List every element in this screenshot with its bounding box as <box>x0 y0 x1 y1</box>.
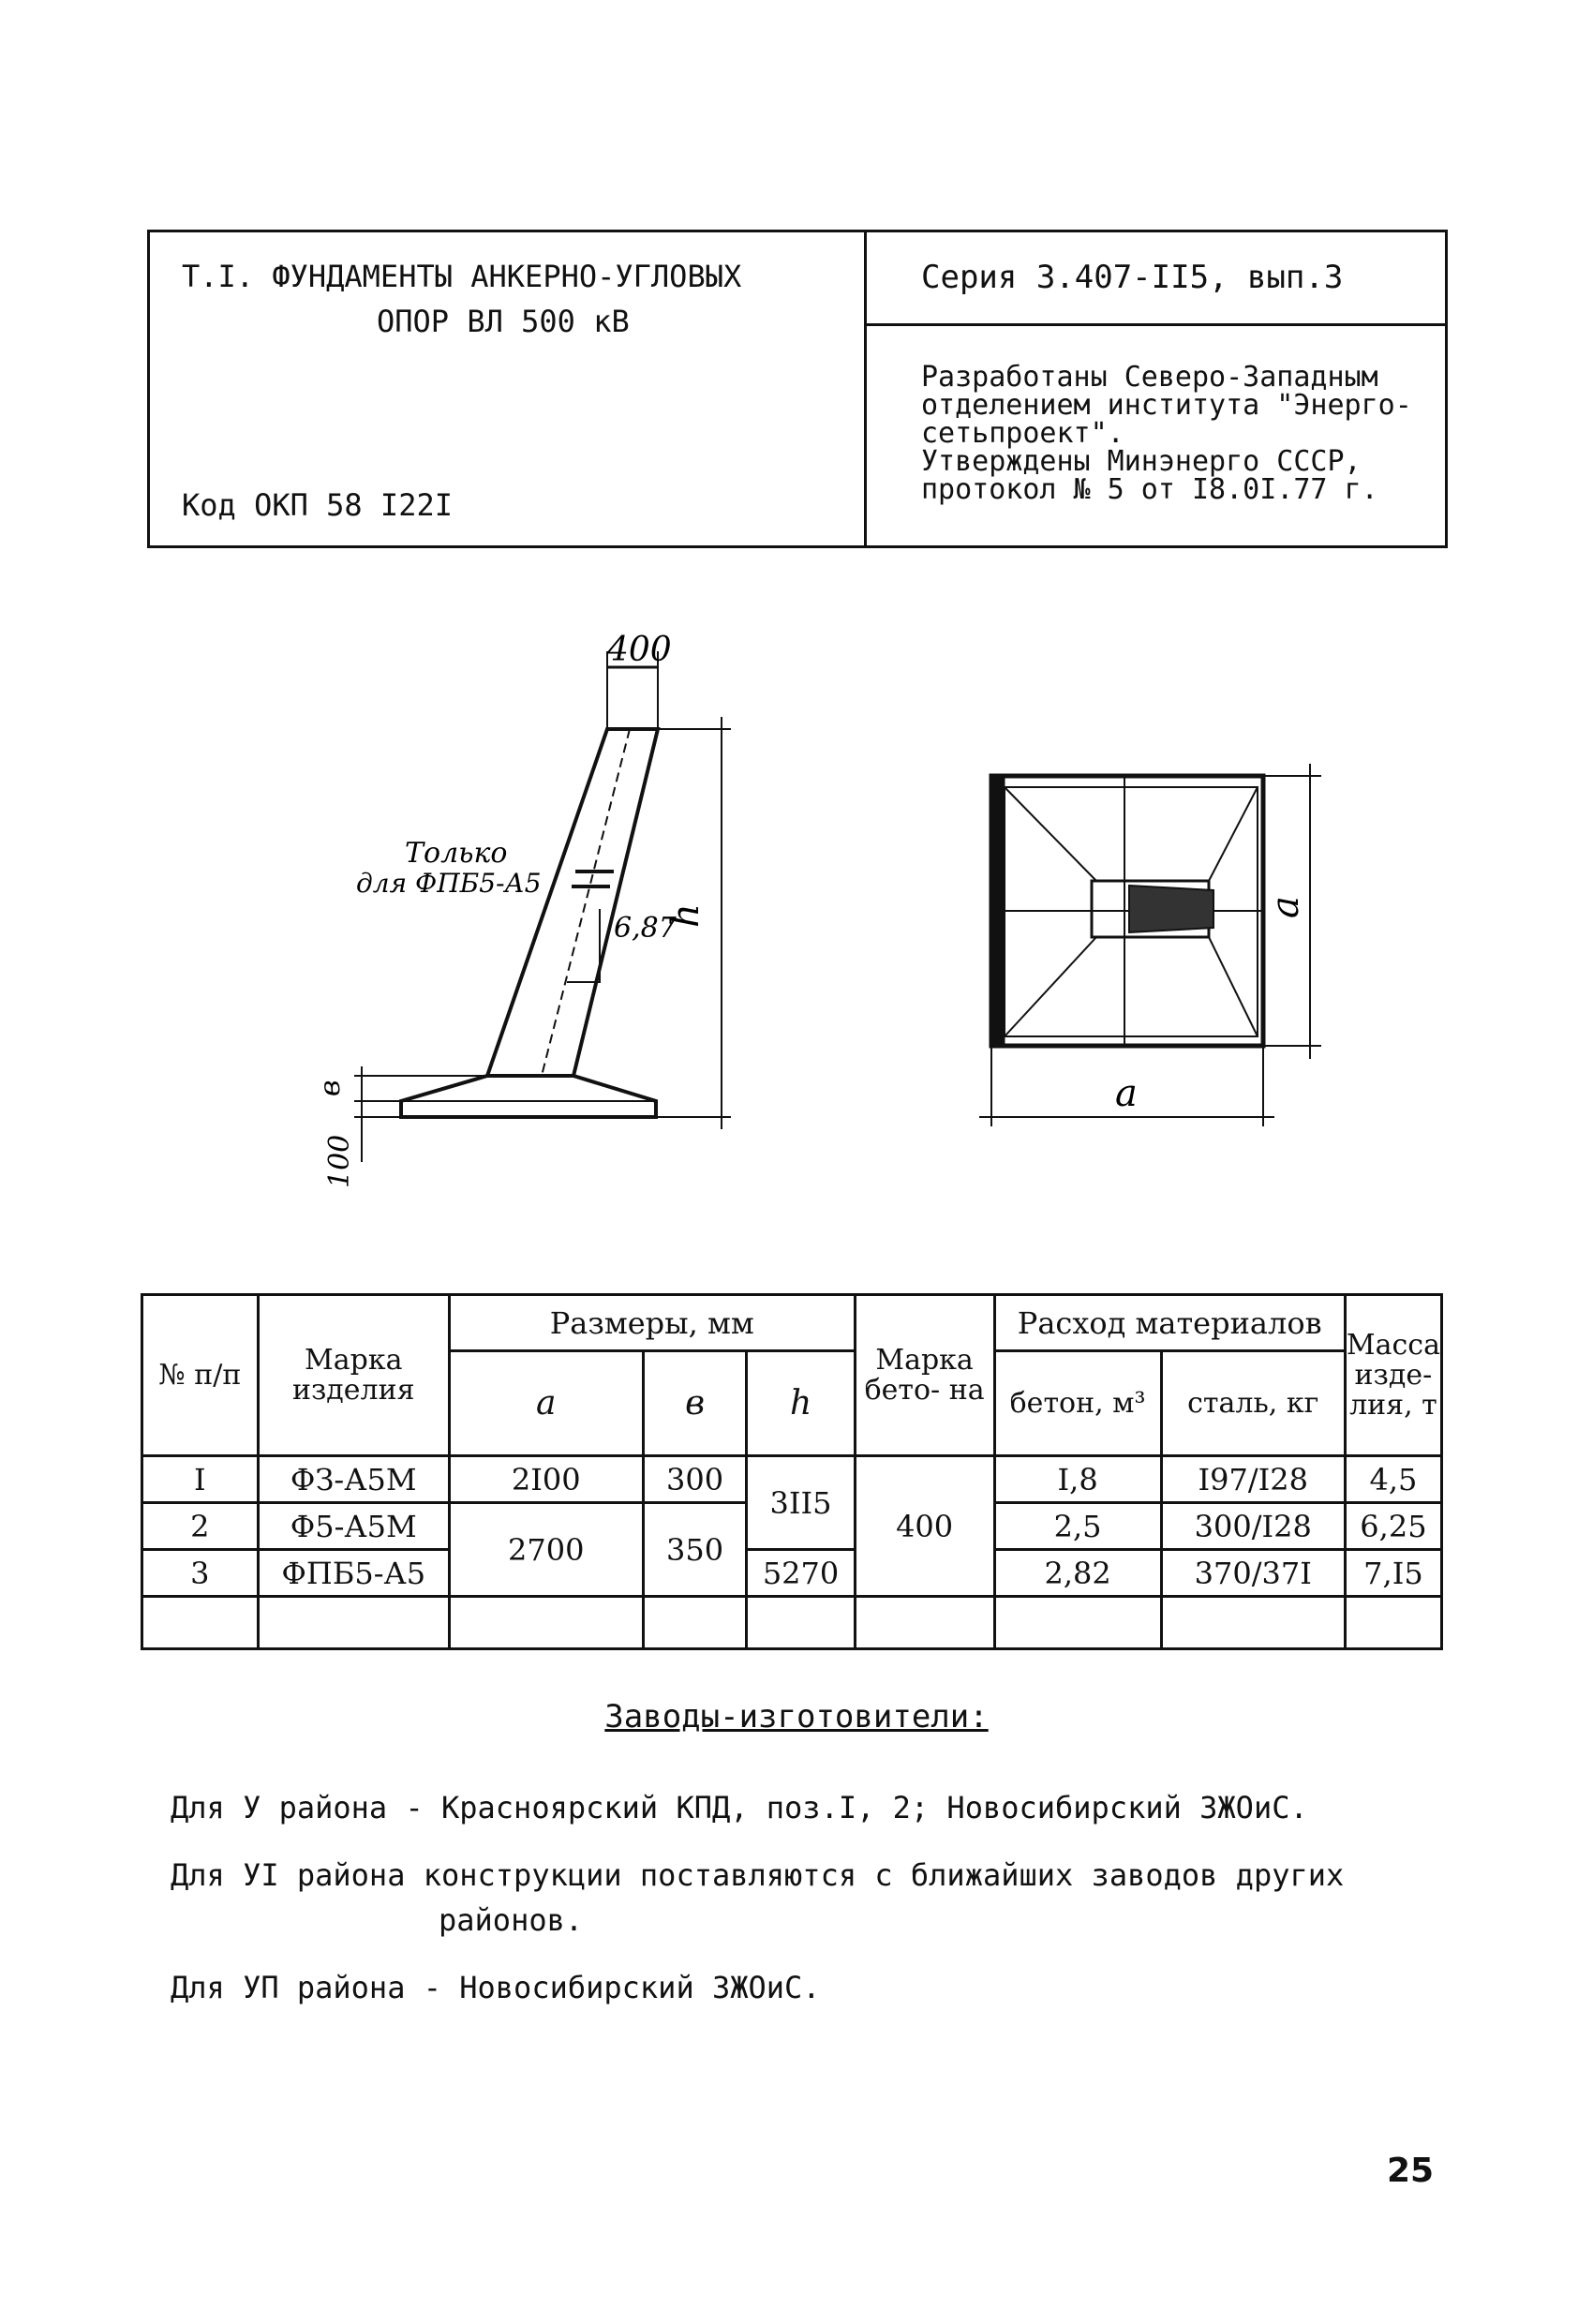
note-label-2: для ФПБ5-А5 <box>356 868 542 899</box>
header-mass: Масса изде- лия, т <box>1345 1295 1441 1456</box>
row-steel: 300/I28 <box>1161 1503 1345 1550</box>
header-concrete-grade: Марка бето- на <box>855 1295 994 1456</box>
header-b: в <box>643 1351 747 1456</box>
row-mass: 4,5 <box>1345 1456 1441 1503</box>
header-num: № п/п <box>142 1295 259 1456</box>
slope-mark <box>567 909 600 982</box>
row-num: I <box>142 1456 259 1503</box>
row-mark: ФПБ5-А5 <box>258 1550 449 1597</box>
header-concrete: бетон, м³ <box>994 1351 1161 1456</box>
row-h: 3II5 <box>747 1456 855 1550</box>
row-a: 2I00 <box>449 1456 643 1503</box>
table-row <box>142 1550 1442 1597</box>
plan-diagonal <box>1005 937 1096 1036</box>
plan-diagonal <box>1209 937 1258 1036</box>
side-a-label: a <box>1264 896 1307 918</box>
table-row <box>142 1456 1442 1503</box>
row-mark: ФЗ-А5М <box>258 1456 449 1503</box>
bottom-dim-label: 100 <box>323 1134 356 1188</box>
header-mark: Марка изделия <box>258 1295 449 1456</box>
header-h: h <box>747 1351 855 1456</box>
plan-view <box>979 764 1321 1126</box>
header-sizes: Размеры, мм <box>449 1295 855 1351</box>
row-a: 2700 <box>449 1503 643 1597</box>
developer-line: протокол № 5 от I8.0I.77 г. <box>921 473 1378 506</box>
factories-title: Заводы-изготовители: <box>604 1698 989 1736</box>
height-label: h <box>664 903 707 928</box>
plan-diagonal <box>1005 787 1096 881</box>
row-concrete: 2,82 <box>994 1550 1161 1597</box>
column-section <box>1129 886 1213 932</box>
row-concrete: 2,5 <box>994 1503 1161 1550</box>
row-steel: 370/37I <box>1161 1550 1345 1597</box>
plan-diagonal <box>1209 787 1258 881</box>
row-mark: Ф5-А5М <box>258 1503 449 1550</box>
row-mass: 7,I5 <box>1345 1550 1441 1597</box>
okp-code: Код ОКП 58 I22I <box>182 487 453 523</box>
row-mass: 6,25 <box>1345 1503 1441 1550</box>
document-title-line1: Т.I. ФУНДАМЕНТЫ АНКЕРНО-УГЛОВЫХ <box>182 259 742 294</box>
factories-line-2b: районов. <box>439 1902 584 1938</box>
base-plate <box>401 1076 656 1117</box>
row-h: 5270 <box>747 1550 855 1597</box>
row-num: 2 <box>142 1503 259 1550</box>
row-concrete: I,8 <box>994 1456 1161 1503</box>
row-steel: I97/I28 <box>1161 1456 1345 1503</box>
specification-table <box>141 1293 1443 1650</box>
column-body <box>487 729 658 1076</box>
factories-line-1: Для У района - Красноярский КПД, поз.I, 2; Новосибирский ЗЖОиС. <box>171 1790 1308 1825</box>
row-num: 3 <box>142 1550 259 1597</box>
document-title-line2: ОПОР ВЛ 500 кВ <box>377 304 630 339</box>
row-b: 300 <box>643 1456 747 1503</box>
dim-top-label: 400 <box>607 631 672 669</box>
header-materials: Расход материалов <box>994 1295 1345 1351</box>
developer-line: сетьпроект". <box>921 417 1124 450</box>
row-grade: 400 <box>855 1456 994 1597</box>
header-a: a <box>449 1351 643 1456</box>
bottom-a-label: a <box>1115 1072 1138 1115</box>
factories-line-2a: Для УI района конструкции поставляются с ближайших заводов других <box>171 1857 1345 1893</box>
developer-line: Разработаны Северо-Западным <box>921 361 1378 394</box>
factories-line-3: Для УП района - Новосибирский ЗЖОиС. <box>171 1970 821 2005</box>
developer-line: отделением института "Энерго- <box>921 389 1412 422</box>
table-spacer-row <box>142 1597 1442 1649</box>
developer-line: Утверждены Минэнерго СССР, <box>921 445 1362 478</box>
slope-label: 6,87 <box>614 912 677 945</box>
row-b: 350 <box>643 1503 747 1597</box>
note-label-1: Только <box>405 837 508 870</box>
thickness-label: в <box>314 1080 347 1096</box>
header-steel: сталь, кг <box>1161 1351 1345 1456</box>
page-number: 25 <box>1387 2152 1435 2190</box>
series-label: Серия 3.407-II5, вып.3 <box>921 259 1344 296</box>
